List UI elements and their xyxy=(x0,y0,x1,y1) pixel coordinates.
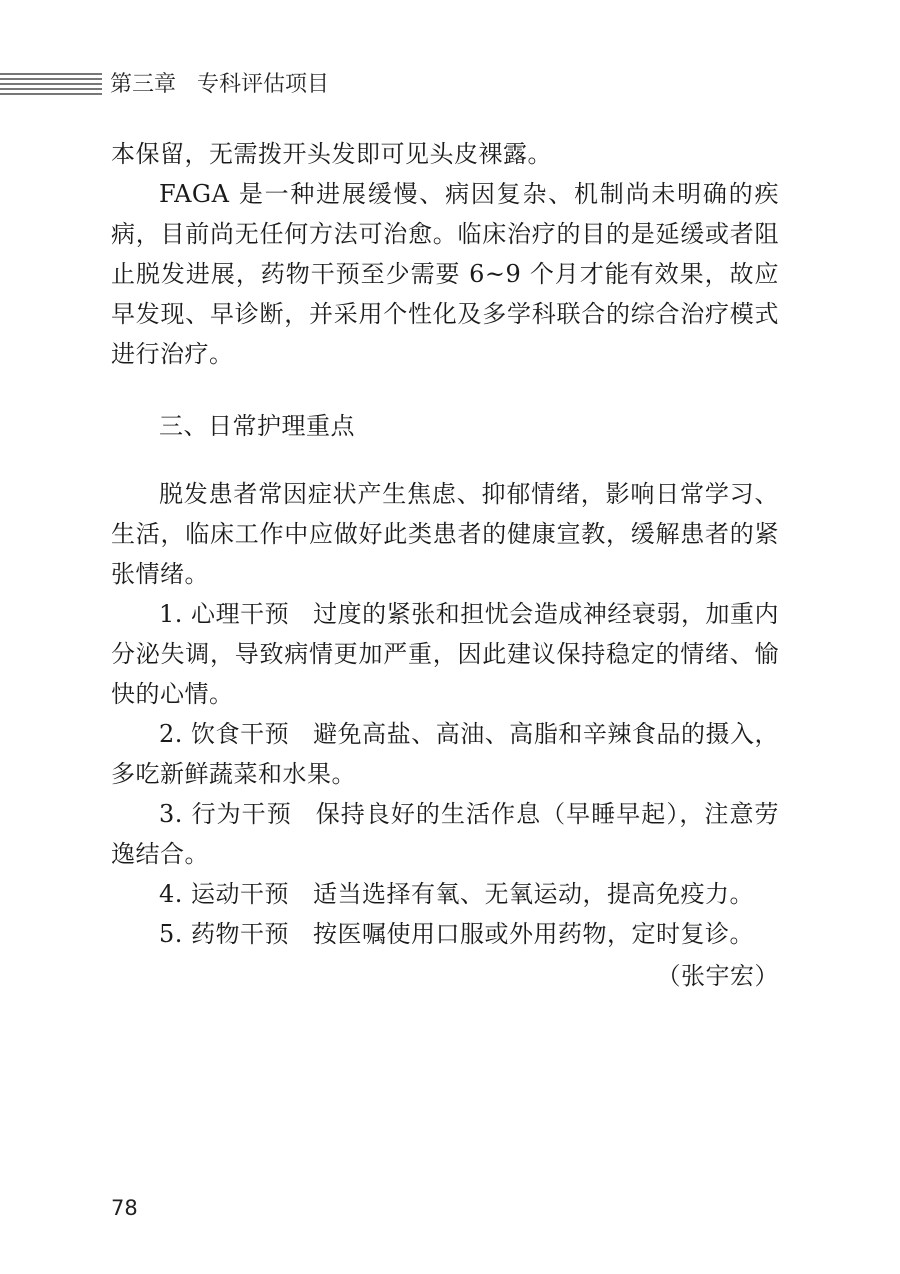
item-label: 2. 饮食干预 xyxy=(159,720,290,748)
page-body xyxy=(111,134,779,996)
page-number: 78 xyxy=(111,1196,138,1220)
item-label: 5. 药物干预 xyxy=(159,920,290,948)
item-label: 4. 运动干预 xyxy=(159,880,290,908)
item-text: 过度的紧张和担忧会造成神经衰弱，加重内分泌失调，导致病情更加严重，因此建议保持稳定的情绪、愉快的心情。 xyxy=(111,600,780,708)
item-text: 保持良好的生活作息（早睡早起），注意劳逸结合。 xyxy=(111,800,780,868)
item-label: 1. 心理干预 xyxy=(159,600,290,628)
item-text: 适当选择有氧、无氧运动，提高免疫力。 xyxy=(313,880,755,908)
paragraph-intro: 脱发患者常因症状产生焦虑、抑郁情绪，影响日常学习、生活，临床工作中应做好此类患者的健康宣教，缓解患者的紧张情绪。 xyxy=(111,480,779,588)
paragraph-faga: FAGA 是一种进展缓慢、病因复杂、机制尚未明确的疾病，目前尚无任何方法可治愈。临床治疗的目的是延缓或者阻止脱发进展，药物干预至少需要 6~9 个月才能有效果，故应早发现、早诊断，并采用个性化及多学科联合的综合治疗模式进行治疗。 xyxy=(111,180,779,368)
section-heading: 三、日常护理重点 xyxy=(159,412,355,440)
chapter-number: 第三章 xyxy=(110,72,177,97)
list-item xyxy=(111,794,779,874)
list-item xyxy=(111,874,779,914)
item-text: 避免高盐、高油、高脂和辛辣食品的摄入，多吃新鲜蔬菜和水果。 xyxy=(111,720,780,788)
list-item xyxy=(111,714,779,794)
header-rule-lines xyxy=(0,73,102,97)
author-credit: （张宇宏） xyxy=(656,962,779,990)
running-header xyxy=(0,70,900,104)
list-item xyxy=(111,914,779,954)
item-text: 按医嘱使用口服或外用药物，定时复诊。 xyxy=(313,920,755,948)
chapter-title xyxy=(110,70,329,100)
list-item xyxy=(111,594,779,714)
paragraph-continuation: 本保留，无需拨开头发即可见头皮裸露。 xyxy=(111,140,552,168)
chapter-name: 专科评估项目 xyxy=(197,72,330,97)
item-label: 3. 行为干预 xyxy=(159,800,292,828)
